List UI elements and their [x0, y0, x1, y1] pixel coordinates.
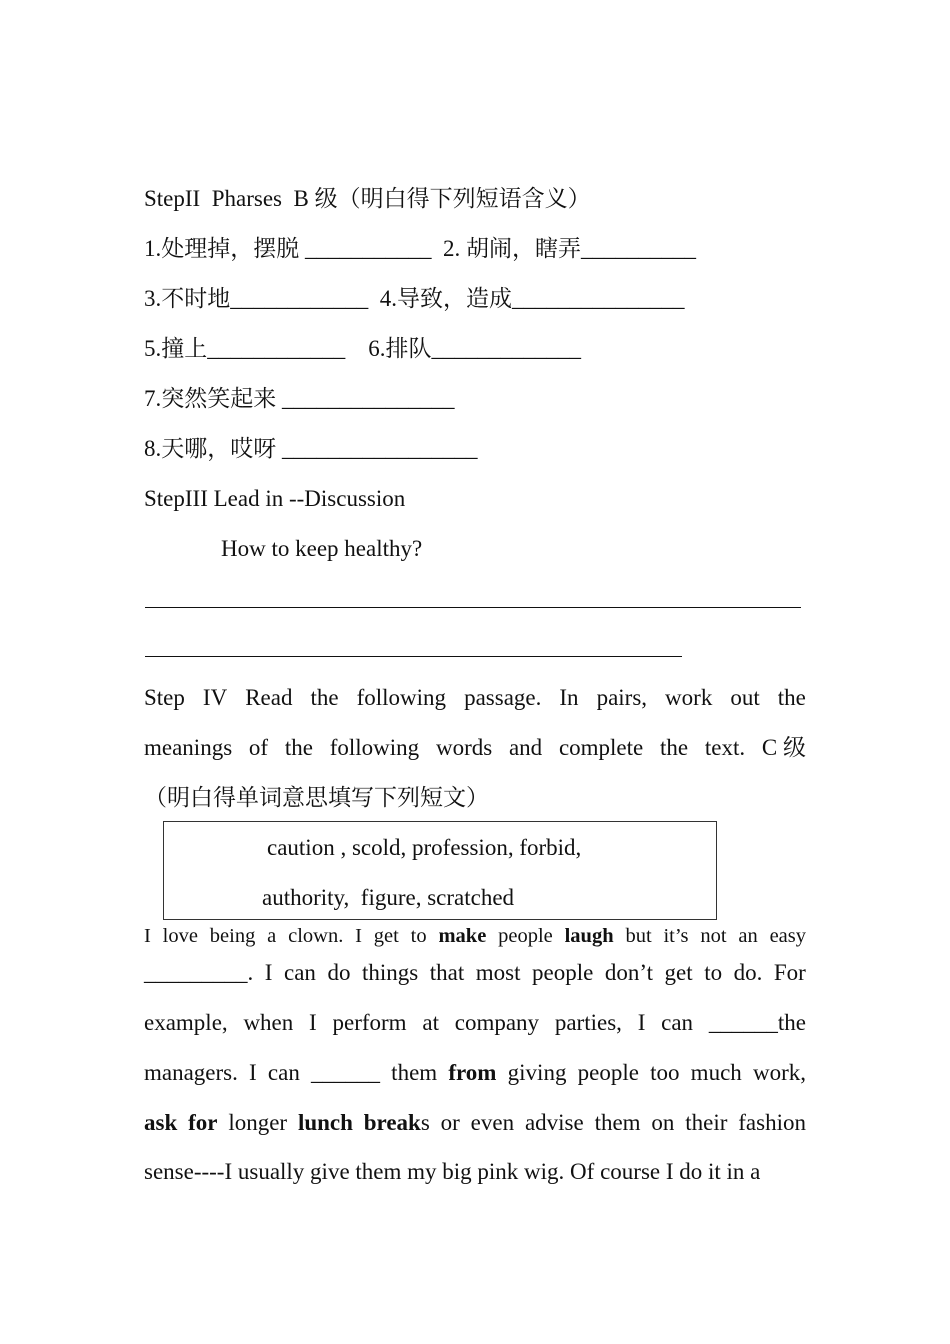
- word: when: [243, 1010, 294, 1035]
- word: things: [361, 960, 419, 985]
- word: complete: [558, 735, 644, 760]
- phrase-line-2: 3.不时地____________ 4.导致，造成_______________: [144, 286, 685, 311]
- phrase-line-1: 1.处理掉，摆脱 ___________ 2. 胡闹，瞎弄__________: [144, 236, 696, 261]
- word: Step: [144, 685, 185, 710]
- word: I: [309, 1010, 317, 1035]
- word: people: [532, 960, 594, 985]
- step2-heading: StepII Pharses B 级（明白得下列短语含义）: [144, 186, 591, 211]
- word: passage.: [464, 685, 542, 710]
- word: following: [356, 685, 447, 710]
- word: _________.: [144, 960, 254, 985]
- word: that: [429, 960, 465, 985]
- word: the: [660, 735, 689, 760]
- word: work: [665, 685, 713, 710]
- word-bank-line-1: caution , scold, profession, forbid,: [267, 835, 582, 860]
- word: perform: [332, 1010, 407, 1035]
- passage-text: ask for longer lunch breaks or even advise them on their fashion: [144, 1110, 806, 1135]
- passage-line-1: [144, 922, 806, 950]
- word: I: [637, 1010, 646, 1035]
- passage-line-2: [144, 958, 806, 988]
- word: company: [454, 1010, 540, 1035]
- word: the: [777, 685, 806, 710]
- word: get: [664, 960, 693, 985]
- passage-text: managers. I can ______ them from giving people too much work,: [144, 1060, 806, 1085]
- answer-line-2[interactable]: [145, 656, 682, 657]
- word: C 级: [761, 735, 806, 760]
- passage-text: I love being a clown. I get to make people laugh but it’s not an easy: [144, 925, 806, 947]
- word: can: [661, 1010, 694, 1035]
- passage-line-3: [144, 1008, 806, 1038]
- word: parties,: [554, 1010, 622, 1035]
- word-bank-box: [163, 821, 717, 920]
- word: can: [283, 960, 316, 985]
- word: the: [310, 685, 339, 710]
- word: I: [264, 960, 273, 985]
- word: For: [773, 960, 806, 985]
- word: ______the: [708, 1010, 806, 1035]
- phrase-line-3: 5.撞上____________ 6.排队_____________: [144, 336, 581, 361]
- word: do.: [733, 960, 763, 985]
- word: out: [730, 685, 760, 710]
- word: of: [248, 735, 269, 760]
- word: text.: [704, 735, 746, 760]
- passage-line-6: sense----I usually give them my big pink wig. Of course I do it in a: [144, 1159, 761, 1184]
- step3-heading: StepIII Lead in --Discussion: [144, 486, 406, 511]
- word: In: [559, 685, 579, 710]
- step4-instruction-line-3: （明白得单词意思填写下列短文）: [144, 785, 489, 810]
- word: at: [422, 1010, 439, 1035]
- step4-instruction-line-2: [144, 733, 806, 763]
- phrase-line-5: 8.天哪，哎呀 _________________: [144, 436, 478, 461]
- word: the: [284, 735, 313, 760]
- phrase-line-4: 7.突然笑起来 _______________: [144, 386, 455, 411]
- step4-instruction-line-1: [144, 683, 806, 713]
- word: don’t: [604, 960, 654, 985]
- word: most: [475, 960, 521, 985]
- word: example,: [144, 1010, 228, 1035]
- discussion-question: How to keep healthy?: [221, 536, 423, 561]
- word-bank-line-2: authority, figure, scratched: [262, 885, 515, 910]
- word: and: [508, 735, 543, 760]
- word: meanings: [144, 735, 233, 760]
- word: do: [327, 960, 351, 985]
- answer-line-1[interactable]: [145, 607, 801, 608]
- word: IV: [202, 685, 228, 710]
- word: following: [329, 735, 420, 760]
- passage-line-5: [144, 1108, 806, 1138]
- word: to: [704, 960, 723, 985]
- word: Read: [245, 685, 293, 710]
- word: pairs,: [596, 685, 648, 710]
- passage-line-4: [144, 1058, 806, 1088]
- word: words: [435, 735, 493, 760]
